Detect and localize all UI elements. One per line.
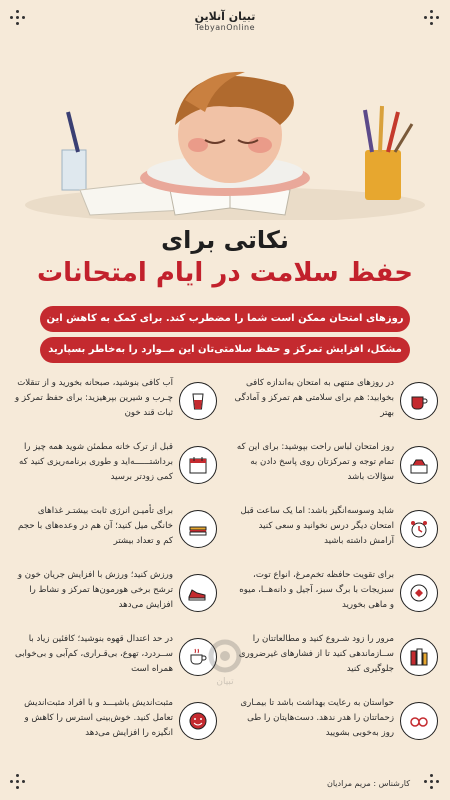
tip-text: مرور را زود شـروع کنید و مطالعاتتان را ســازماندهی کنید تا از فشارهای غیرضروری جلوگیری کنید bbox=[238, 634, 394, 674]
glasses-icon bbox=[400, 702, 438, 740]
tip-right-5 bbox=[233, 632, 438, 684]
corner-dots-bottom-right bbox=[424, 774, 440, 790]
coffee-cup-icon bbox=[400, 382, 438, 420]
tip-left-2 bbox=[12, 440, 217, 492]
tip-right-4 bbox=[233, 568, 438, 620]
tip-text: برای تأمیـن انرژی ثابت بیشتـر غذاهای خانگی میل کنید؛ آن هم در وعده‌های با حجم کم و تعداد بیشتر bbox=[18, 506, 173, 546]
tip-text: در حد اعتدال قهوه بنوشید؛ کافئین زیاد با ســردرد، تهوع، بی‌قـراری، کم‌آبی و بی‌خوابی همراه است bbox=[14, 634, 173, 674]
sneaker-icon bbox=[179, 574, 217, 612]
tip-right-3 bbox=[233, 504, 438, 556]
clothes-icon bbox=[400, 446, 438, 484]
tip-text: برای تقویت حافظه تخم‌مرغ، انواع توت، سبزیجات با برگ سبز، آجیل و دانه‌هــا، میوه و ماهی بخورید bbox=[239, 570, 394, 610]
tip-text: روز امتحان لباس راحت بپوشید: برای این که تمام توجه و تمرکزتان روی پاسخ دادن به سؤالات باشد bbox=[236, 442, 394, 482]
smiley-icon bbox=[179, 702, 217, 740]
tip-text: ورزش کنید؛ ورزش با افزایش جریان خون و ترشح برخی هورمون‌ها تمرکز و نشاط را افزایش می‌دهد bbox=[17, 570, 173, 610]
author-credit: کارشناس : مریم مرادیان bbox=[326, 779, 410, 788]
brand-logo bbox=[0, 10, 450, 32]
logo-text-fa: تبیان آنلاین bbox=[194, 10, 256, 23]
tip-left-6 bbox=[12, 696, 217, 748]
tip-right-6 bbox=[233, 696, 438, 748]
tip-text: مثبت‌اندیش باشیـــد و با افراد مثبت‌اندیش تعامل کنید. خوش‌بینی استرس را کاهش و انگیزه را افزایش می‌دهد bbox=[24, 698, 173, 738]
tip-left-5 bbox=[12, 632, 217, 684]
title-line-2: حفظ سلامت در ایام امتحانات bbox=[36, 258, 413, 288]
tip-text: آب کافی بنوشید، صبحانه بخورید و از تنقلات چـرب و شیرین بپرهیزید: برای حفظ تمرکز و ثبات قند خون bbox=[15, 378, 173, 418]
intro-pill-2: مشکل، افزایش تمرکز و حفظ سلامتی‌تان این مــوارد را به‌خاطر بسپارید bbox=[40, 337, 410, 363]
intro-pill-1: روزهای امتحان ممکن است شما را مضطرب کند. برای کمک به کاهش این bbox=[40, 306, 410, 332]
tip-text: قبل از ترک خانه مطمئن شوید همه چیز را برداشتــــــه‌اید و طوری برنامه‌ریزی کنید که کمی زودتر برسید bbox=[19, 442, 173, 482]
alarm-clock-icon bbox=[400, 510, 438, 548]
corner-dots-bottom-left bbox=[10, 774, 26, 790]
logo-text-en: TebyanOnline bbox=[194, 23, 256, 32]
books-icon bbox=[400, 638, 438, 676]
tip-right-2 bbox=[233, 440, 438, 492]
tip-right-1 bbox=[233, 376, 438, 428]
tip-left-3 bbox=[12, 504, 217, 556]
tip-text: حواستان به رعایت بهداشت باشد تا بیمـاری زحماتتان را هدر ندهد. دست‌هایتان را طی روز به‌خوبی بشویید bbox=[240, 698, 394, 738]
tip-left-4 bbox=[12, 568, 217, 620]
tip-left-1 bbox=[12, 376, 217, 428]
title-line-1: نکاتی برای bbox=[161, 226, 289, 254]
tip-text: در روزهای منتهی به امتحان به‌اندازه کافی بخوابید: هم برای سلامتی هم تمرکز و آمادگی بهتر bbox=[234, 378, 394, 418]
fish-icon bbox=[400, 574, 438, 612]
sandwich-icon bbox=[179, 510, 217, 548]
calendar-icon bbox=[179, 446, 217, 484]
watermark-logo bbox=[198, 632, 252, 686]
watermark-text: تبیان bbox=[216, 677, 234, 686]
sleeping-student-illustration bbox=[20, 40, 430, 220]
juice-glass-icon bbox=[179, 382, 217, 420]
tip-text: شاید وسوسه‌انگیز باشد: اما یک ساعت قبل امتحان دیگر درس نخوانید و سعی کنید آرامش داشته باشید bbox=[240, 506, 394, 546]
